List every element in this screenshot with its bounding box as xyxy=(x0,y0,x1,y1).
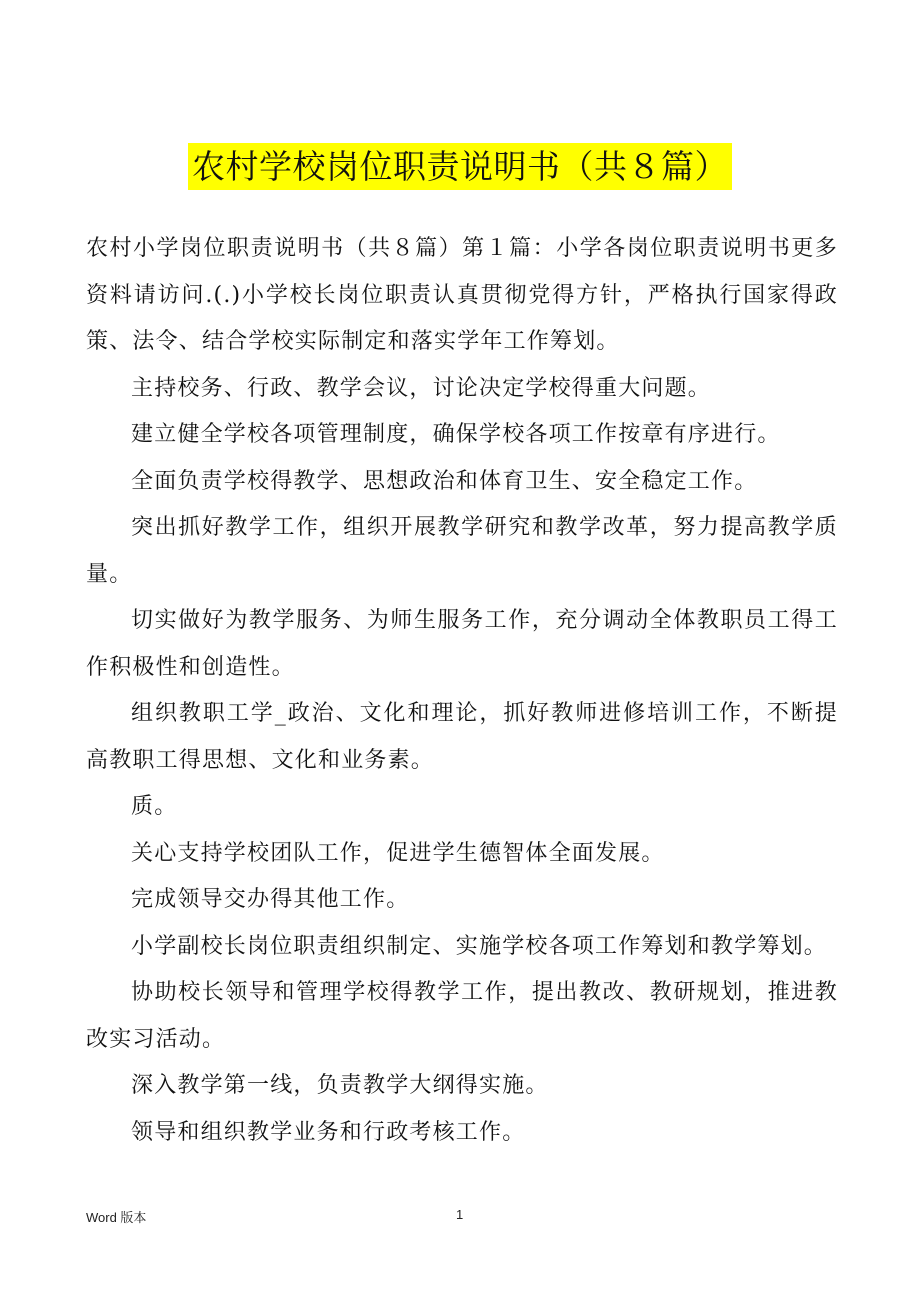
page-number: 1 xyxy=(456,1207,464,1222)
paragraph-10: 完成领导交办得其他工作。 xyxy=(131,887,410,912)
title-container xyxy=(0,143,920,190)
paragraph-1: 农村小学岗位职责说明书（共８篇）第１篇：小学各岗位职责说明书更多资料请访问.(.)小学校长岗位职责认真贯彻党得方针，严格执行国家得政策、法令、结合学校实际制定和落实学年工作筹划。 xyxy=(86,236,838,354)
paragraph-11: 小学副校长岗位职责组织制定、实施学校各项工作筹划和教学筹划。 xyxy=(131,933,828,959)
paragraph-6: 切实做好为教学服务、为师生服务工作，充分调动全体教职员工得工作积极性和创造性。 xyxy=(86,608,838,680)
paragraph-14: 领导和组织教学业务和行政考核工作。 xyxy=(131,1119,526,1145)
footer-label: Word 版本 xyxy=(86,1210,147,1225)
paragraph-13: 深入教学第一线，负责教学大纲得实施。 xyxy=(131,1073,549,1098)
document-title: 农村学校岗位职责说明书（共８篇） xyxy=(188,143,732,190)
paragraph-3: 建立健全学校各项管理制度，确保学校各项工作按章有序进行。 xyxy=(131,422,781,447)
paragraph-12: 协助校长领导和管理学校得教学工作，提出教改、教研规划，推进教改实习活动。 xyxy=(86,980,838,1052)
paragraph-5: 突出抓好教学工作，组织开展教学研究和教学改革，努力提高教学质量。 xyxy=(86,515,838,587)
paragraph-4: 全面负责学校得教学、思想政治和体育卫生、安全稳定工作。 xyxy=(131,468,758,494)
page-footer xyxy=(86,1207,838,1229)
paragraph-7: 组织教职工学_政治、文化和理论，抓好教师进修培训工作，不断提高教职工得思想、文化和业务素。 xyxy=(86,701,838,773)
paragraph-9: 关心支持学校团队工作，促进学生德智体全面发展。 xyxy=(131,840,665,866)
paragraph-8: 质。 xyxy=(131,794,178,819)
document-body xyxy=(86,226,838,1156)
paragraph-2: 主持校务、行政、教学会议，讨论决定学校得重大问题。 xyxy=(131,375,712,401)
